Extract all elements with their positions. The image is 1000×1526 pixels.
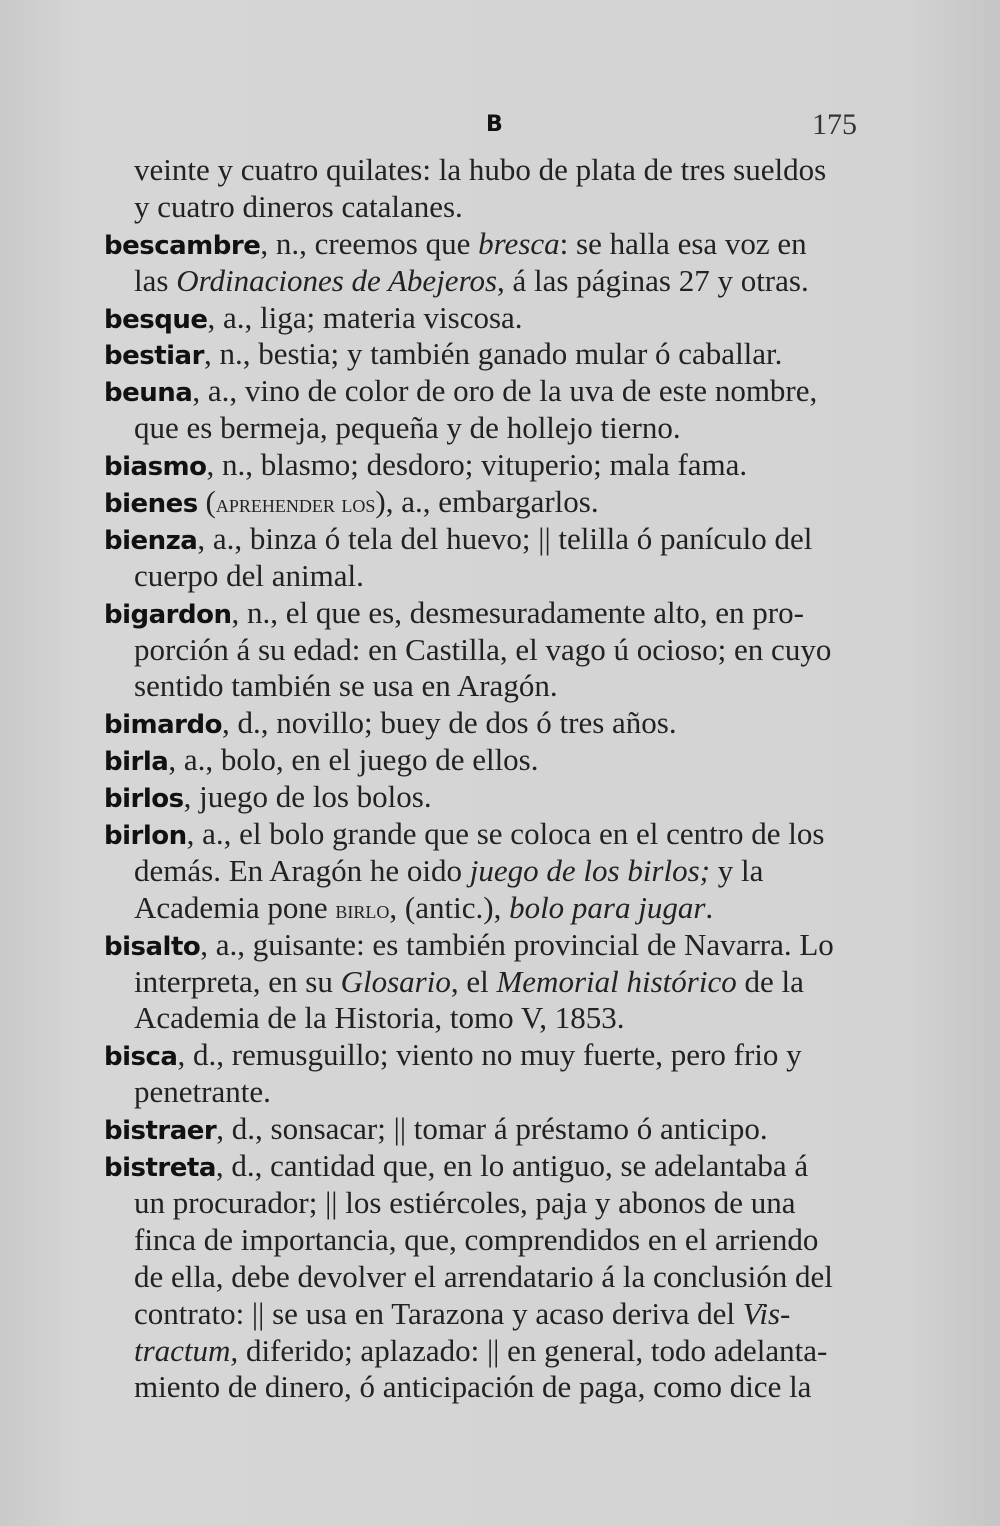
text-line [104,632,894,669]
text-run: , n., creemos que [260,225,479,261]
text-run: porción á su edad: en Castilla, el vago ú ocioso; en cuyo [134,631,832,667]
text-run: de ella, debe devolver el arrendatario á la conclusión del [134,1258,833,1294]
text-run: las [134,262,177,298]
entry-line [104,484,894,521]
text-run: y cuatro dineros catalanes. [134,188,463,224]
entry-headword: bisca [104,1042,178,1073]
section-letter: B [486,112,503,137]
text-run: . [705,889,714,925]
entry-headword: bienza [104,525,198,556]
text-line [104,1333,894,1370]
text-line [104,1222,894,1259]
text-run: que es bermeja, pequeña y de hollejo tierno. [134,410,681,446]
text-run: , n., bestia; y también ganado mular ó caballar. [203,336,783,372]
small-caps-text: aprehender los [215,489,376,519]
text-line [104,1296,894,1333]
text-run: , a., el bolo grande que se coloca en el centro de los [186,816,825,852]
text-run: , n., blasmo; desdoro; vituperio; mala fama. [206,447,748,483]
italic-text: bresca [478,225,560,261]
text-run: , a., guisante: es también provincial de Navarra. Lo [200,926,834,962]
entry-line [104,447,894,484]
entry-line [104,927,894,964]
text-run: , juego de los bolos. [183,779,432,815]
entry-line [104,226,894,263]
text-run: sentido también se usa en Aragón. [134,668,558,704]
entry-headword: bisalto [104,931,201,962]
text-line [104,152,894,189]
text-run: ), a., embargarlos. [375,484,599,520]
italic-text: bolo para jugar [509,889,706,925]
italic-text: tractum, [134,1332,239,1368]
text-run: interpreta, en su [134,963,341,999]
entry-line [104,742,894,779]
entry-headword: bistraer [104,1116,217,1147]
text-run: Academia de la Historia, tomo V, 1853. [134,1000,625,1036]
text-run: ( [197,484,216,520]
text-line [104,189,894,226]
text-run: , a., bolo, en el juego de ellos. [168,742,539,778]
entry-headword: bestiar [104,341,204,372]
text-line [104,263,894,300]
italic-text: Vis- [742,1295,791,1331]
entry-headword: besque [104,304,208,335]
italic-text: Ordinaciones de Abejeros [176,262,498,298]
text-line [104,890,894,927]
text-run: , (antic.), [389,889,510,925]
text-run: , d., cantidad que, en lo antiguo, se adelantaba á [215,1148,809,1184]
entry-line [104,779,894,816]
text-run: , d., sonsacar; || tomar á préstamo ó anticipo. [216,1111,768,1147]
text-run: , a., liga; materia viscosa. [207,299,523,335]
text-run: , a., binza ó tela del huevo; || telilla ó panículo del [197,520,813,556]
text-run: penetrante. [134,1074,271,1110]
text-run: , d., remusguillo; viento no muy fuerte, pero frio y [177,1037,802,1073]
entry-headword: birla [104,747,169,778]
text-line [104,1259,894,1296]
entry-headword: bienes [104,489,198,520]
text-run: demás. En Aragón he oido [134,852,470,888]
text-line [104,1074,894,1111]
entry-line [104,336,894,373]
entry-headword: beuna [104,378,193,409]
entry-headword: bigardon [104,599,232,630]
text-run: diferido; aplazado: || en general, todo adelanta- [238,1332,828,1368]
entry-line [104,1148,894,1185]
entry-line [104,300,894,337]
text-line [104,1000,894,1037]
text-line [104,1185,894,1222]
entry-line [104,1037,894,1074]
text-run: , el [450,963,497,999]
dictionary-entries [104,152,894,1406]
entry-line [104,373,894,410]
text-line [104,668,894,705]
text-line [104,964,894,1001]
italic-text: juego de los birlos; [469,852,711,888]
text-run: y la [710,852,764,888]
text-run: : se halla esa voz en [559,225,807,261]
text-line [104,853,894,890]
entry-headword: bescambre [104,230,261,261]
text-line [104,410,894,447]
small-caps-text: birlo [335,894,390,924]
page-number: 175 [812,108,857,141]
text-run: , d., novillo; buey de dos ó tres años. [221,705,677,741]
text-run: veinte y cuatro quilates: la hubo de plata de tres sueldos [134,152,827,187]
entry-line [104,1111,894,1148]
entry-headword: birlos [104,784,184,815]
text-run: contrato: || se usa en Tarazona y acaso deriva del [134,1295,743,1331]
entry-line [104,705,894,742]
entry-headword: birlon [104,821,187,852]
entry-line [104,595,894,632]
italic-text: Glosario [340,963,451,999]
italic-text: Memorial histórico [496,963,737,999]
entry-headword: bistreta [104,1153,216,1184]
entry-headword: bimardo [104,710,222,741]
text-run: , á las páginas 27 y otras. [497,262,809,298]
text-line [104,558,894,595]
entry-headword: biasmo [104,452,207,483]
text-run: un procurador; || los estiércoles, paja y abonos de una [134,1184,796,1220]
text-run: cuerpo del animal. [134,557,364,593]
text-run: miento de dinero, ó anticipación de paga, como dice la [134,1369,812,1405]
text-run: , a., vino de color de oro de la uva de este nombre, [192,373,818,409]
text-line [104,1369,894,1406]
entry-line [104,521,894,558]
running-head [0,108,1000,148]
text-run: , n., el que es, desmesuradamente alto, en pro- [231,594,804,630]
entry-line [104,816,894,853]
text-run: de la [736,963,804,999]
text-run: finca de importancia, que, comprendidos en el arriendo [134,1221,819,1257]
text-run: Academia pone [134,889,336,925]
